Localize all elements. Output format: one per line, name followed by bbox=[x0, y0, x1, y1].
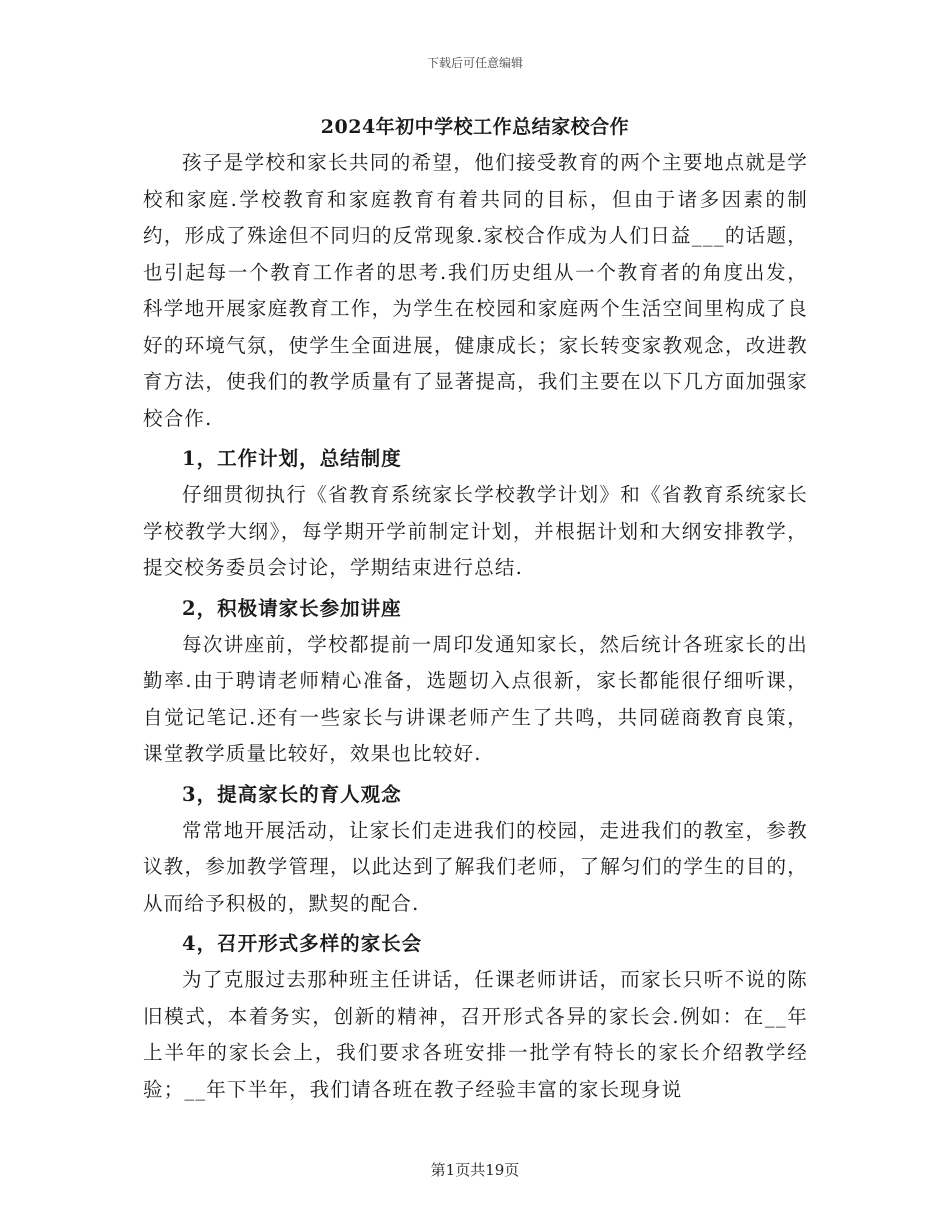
document-body bbox=[143, 145, 808, 1108]
header-note: 下载后可任意编辑 bbox=[426, 56, 523, 70]
section-heading-1: 1，工作计划，总结制度 bbox=[182, 447, 402, 470]
section-heading-4: 4，召开形式多样的家长会 bbox=[182, 932, 423, 955]
section-heading-3: 3，提高家长的育人观念 bbox=[182, 782, 402, 806]
section-body-2: 每次讲座前，学校都提前一周印发通知家长，然后统计各班家长的出勤率.由于聘请老师精心准备，选题切入点很新，家长都能很仔细听课，自觉记笔记.还有一些家长与讲课老师产生了共鸣，共同磋商教育良策，课堂教学质量比较好，效果也比较好. bbox=[143, 632, 808, 765]
document-title: 2024年初中学校工作总结家校合作 bbox=[320, 116, 630, 138]
page-footer: 第1页共19页 bbox=[430, 1161, 520, 1179]
section-body-3: 常常地开展活动，让家长们走进我们的校园，走进我们的教室，参教议教，参加教学管理，以此达到了解我们老师，了解匀们的学生的目的，从而给予积极的，默契的配合. bbox=[143, 818, 808, 915]
section-body-1: 仔细贯彻执行《省教育系统家长学校教学计划》和《省教育系统家长学校教学大纲》，每学期开学前制定计划，并根据计划和大纲安排教学，提交校务委员会讨论，学期结束进行总结. bbox=[143, 483, 808, 579]
intro-paragraph: 孩子是学校和家长共同的希望，他们接受教育的两个主要地点就是学校和家庭.学校教育和家庭教育有着共同的目标，但由于诸多因素的制约，形成了殊途但不同归的反常现象.家校合作成为人们日益___的话题，也引起每一个教育工作者的思考.我们历史组从一个教育者的角度出发，科学地开展家庭教育工作，为学生在校园和家庭两个生活空间里构成了良好的环境气氛，使学生全面进展，健康成长；家长转变家教观念，改进教育方法，使我们的教学质量有了显著提高，我们主要在以下几方面加强家校合作. bbox=[143, 151, 808, 430]
section-heading-2: 2，积极请家长参加讲座 bbox=[182, 596, 402, 620]
section-body-4: 为了克服过去那种班主任讲话，任课老师讲话，而家长只听不说的陈旧模式，本着务实，创新的精神，召开形式各异的家长会.例如：在__年上半年的家长会上，我们要求各班安排一批学有特长的家长介绍教学经验；__年下半年，我们请各班在教子经验丰富的家长现身说 bbox=[143, 968, 808, 1101]
